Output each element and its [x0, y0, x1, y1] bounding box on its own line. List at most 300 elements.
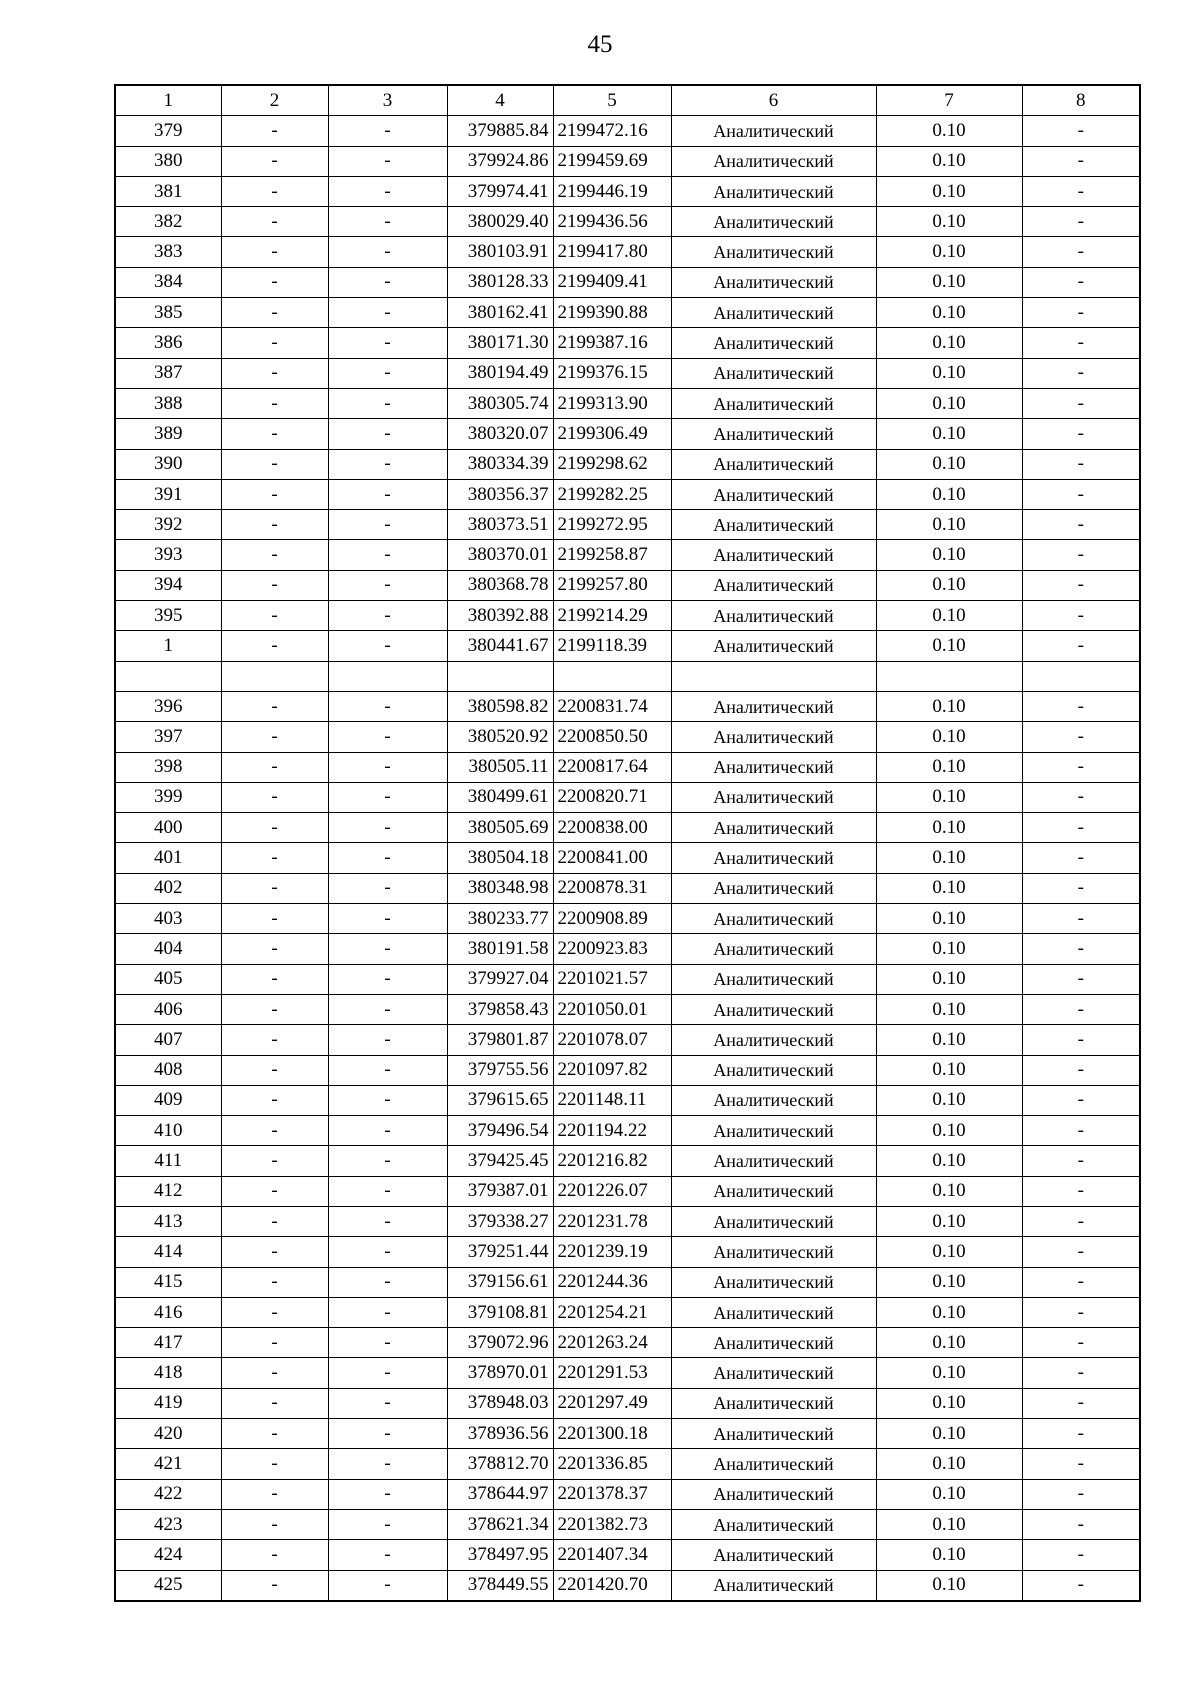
point-number-cell: 422	[115, 1479, 221, 1509]
col8-cell: -	[1022, 540, 1140, 570]
method-cell: Аналитический	[671, 1176, 876, 1206]
y-coordinate-cell: 2199409.41	[553, 267, 671, 297]
col2-cell: -	[221, 1540, 328, 1570]
accuracy-cell: 0.10	[876, 1570, 1022, 1601]
col3-cell: -	[328, 570, 447, 600]
accuracy-cell: 0.10	[876, 1328, 1022, 1358]
col8-cell: -	[1022, 510, 1140, 540]
col8-cell: -	[1022, 1237, 1140, 1267]
table-row	[115, 1540, 1140, 1570]
point-number-cell: 408	[115, 1055, 221, 1085]
accuracy-cell: 0.10	[876, 722, 1022, 752]
method-cell: Аналитический	[671, 934, 876, 964]
point-number-cell: 410	[115, 1116, 221, 1146]
method-cell: Аналитический	[671, 1479, 876, 1509]
col2-cell: -	[221, 116, 328, 146]
point-number-cell: 386	[115, 328, 221, 358]
x-coordinate-cell: 378936.56	[447, 1419, 553, 1449]
col3-cell: -	[328, 1176, 447, 1206]
table-row	[115, 146, 1140, 176]
table-row	[115, 116, 1140, 146]
col8-cell: -	[1022, 1025, 1140, 1055]
method-cell: Аналитический	[671, 207, 876, 237]
accuracy-cell: 0.10	[876, 601, 1022, 631]
col8-cell: -	[1022, 1267, 1140, 1297]
col2-cell: -	[221, 510, 328, 540]
accuracy-cell: 0.10	[876, 388, 1022, 418]
y-coordinate-cell: 2199257.80	[553, 570, 671, 600]
col3-cell: -	[328, 1358, 447, 1388]
col3-cell: -	[328, 1085, 447, 1115]
accuracy-cell: 0.10	[876, 691, 1022, 721]
method-cell: Аналитический	[671, 510, 876, 540]
col2-cell: -	[221, 843, 328, 873]
x-coordinate-cell: 379072.96	[447, 1328, 553, 1358]
table-row	[115, 1419, 1140, 1449]
table-row	[115, 207, 1140, 237]
y-coordinate-cell: 2201050.01	[553, 994, 671, 1024]
x-coordinate-cell: 379108.81	[447, 1297, 553, 1327]
y-coordinate-cell: 2200923.83	[553, 934, 671, 964]
accuracy-cell: 0.10	[876, 419, 1022, 449]
x-coordinate-cell: 380334.39	[447, 449, 553, 479]
method-cell: Аналитический	[671, 873, 876, 903]
method-cell: Аналитический	[671, 904, 876, 934]
col8-cell: -	[1022, 1297, 1140, 1327]
y-coordinate-cell: 2200831.74	[553, 691, 671, 721]
table-row	[115, 873, 1140, 903]
table-row	[115, 1176, 1140, 1206]
col3-cell: -	[328, 873, 447, 903]
table-row	[115, 570, 1140, 600]
col8-cell: -	[1022, 1055, 1140, 1085]
method-cell: Аналитический	[671, 1358, 876, 1388]
col3-cell: -	[328, 1570, 447, 1601]
point-number-cell: 413	[115, 1206, 221, 1236]
y-coordinate-cell: 2199298.62	[553, 449, 671, 479]
y-coordinate-cell: 2201382.73	[553, 1509, 671, 1539]
table-row	[115, 994, 1140, 1024]
y-coordinate-cell: 2201420.70	[553, 1570, 671, 1601]
y-coordinate-cell: 2200878.31	[553, 873, 671, 903]
y-coordinate-cell: 2200850.50	[553, 722, 671, 752]
col3-cell: -	[328, 722, 447, 752]
table-row	[115, 358, 1140, 388]
method-cell: Аналитический	[671, 388, 876, 418]
accuracy-cell: 0.10	[876, 1237, 1022, 1267]
col8-cell: -	[1022, 691, 1140, 721]
col2-cell: -	[221, 1297, 328, 1327]
col8-cell: -	[1022, 1509, 1140, 1539]
x-coordinate-cell: 379858.43	[447, 994, 553, 1024]
y-coordinate-cell: 2201336.85	[553, 1449, 671, 1479]
method-cell: Аналитический	[671, 752, 876, 782]
point-number-cell: 398	[115, 752, 221, 782]
page-number: 45	[587, 31, 613, 58]
accuracy-cell: 0.10	[876, 1055, 1022, 1085]
method-cell: Аналитический	[671, 1297, 876, 1327]
y-coordinate-cell: 2201378.37	[553, 1479, 671, 1509]
y-coordinate-cell: 2201231.78	[553, 1206, 671, 1236]
col3-cell: -	[328, 358, 447, 388]
col3-cell: -	[328, 388, 447, 418]
col8-cell: -	[1022, 358, 1140, 388]
x-coordinate-cell: 378621.34	[447, 1509, 553, 1539]
col8-cell: -	[1022, 631, 1140, 661]
point-number-cell: 387	[115, 358, 221, 388]
method-cell: Аналитический	[671, 843, 876, 873]
col2-cell: -	[221, 449, 328, 479]
col8-cell: -	[1022, 328, 1140, 358]
method-cell: Аналитический	[671, 631, 876, 661]
y-coordinate-cell: 2201194.22	[553, 1116, 671, 1146]
col8-cell: -	[1022, 1358, 1140, 1388]
x-coordinate-cell: 380441.67	[447, 631, 553, 661]
table-row	[115, 1085, 1140, 1115]
col2-cell: -	[221, 1419, 328, 1449]
y-coordinate-cell: 2201244.36	[553, 1267, 671, 1297]
col3-cell: -	[328, 449, 447, 479]
accuracy-cell: 0.10	[876, 873, 1022, 903]
table-row	[115, 661, 1140, 691]
col3-cell: -	[328, 1479, 447, 1509]
y-coordinate-cell: 2201291.53	[553, 1358, 671, 1388]
col8-cell: -	[1022, 419, 1140, 449]
table-row	[115, 1509, 1140, 1539]
point-number-cell: 381	[115, 176, 221, 206]
x-coordinate-cell: 380305.74	[447, 388, 553, 418]
col2-cell: -	[221, 601, 328, 631]
x-coordinate-cell: 380356.37	[447, 479, 553, 509]
col2-cell: -	[221, 1146, 328, 1176]
col8-cell: -	[1022, 267, 1140, 297]
x-coordinate-cell: 380598.82	[447, 691, 553, 721]
method-cell: Аналитический	[671, 994, 876, 1024]
y-coordinate-cell: 2201021.57	[553, 964, 671, 994]
method-cell: Аналитический	[671, 1237, 876, 1267]
col8-cell: -	[1022, 570, 1140, 600]
col2-cell: -	[221, 1267, 328, 1297]
column-header: 8	[1022, 85, 1140, 116]
column-header: 2	[221, 85, 328, 116]
point-number-cell: 389	[115, 419, 221, 449]
method-cell: Аналитический	[671, 1540, 876, 1570]
table-row	[115, 510, 1140, 540]
col2-cell: -	[221, 298, 328, 328]
col3-cell: -	[328, 994, 447, 1024]
method-cell: Аналитический	[671, 722, 876, 752]
accuracy-cell: 0.10	[876, 358, 1022, 388]
x-coordinate-cell: 379338.27	[447, 1206, 553, 1236]
col8-cell: -	[1022, 1085, 1140, 1115]
point-number-cell: 393	[115, 540, 221, 570]
accuracy-cell: 0.10	[876, 176, 1022, 206]
col2-cell: -	[221, 1176, 328, 1206]
point-number-cell: 411	[115, 1146, 221, 1176]
y-coordinate-cell: 2199272.95	[553, 510, 671, 540]
method-cell: Аналитический	[671, 782, 876, 812]
accuracy-cell: 0.10	[876, 298, 1022, 328]
y-coordinate-cell: 2199282.25	[553, 479, 671, 509]
table-row	[115, 1206, 1140, 1236]
accuracy-cell: 0.10	[876, 267, 1022, 297]
col3-cell: -	[328, 1055, 447, 1085]
col2-cell: -	[221, 782, 328, 812]
method-cell: Аналитический	[671, 358, 876, 388]
col8-cell: -	[1022, 1479, 1140, 1509]
method-cell: Аналитический	[671, 1419, 876, 1449]
method-cell: Аналитический	[671, 1116, 876, 1146]
col2-cell: -	[221, 1206, 328, 1236]
col2-cell: -	[221, 934, 328, 964]
y-coordinate-cell: 2201148.11	[553, 1085, 671, 1115]
col3-cell: -	[328, 1449, 447, 1479]
method-cell: Аналитический	[671, 540, 876, 570]
col3-cell: -	[328, 934, 447, 964]
point-number-cell: 404	[115, 934, 221, 964]
accuracy-cell: 0.10	[876, 964, 1022, 994]
method-cell: Аналитический	[671, 1146, 876, 1176]
col8-cell: -	[1022, 298, 1140, 328]
col8-cell: -	[1022, 813, 1140, 843]
y-coordinate-cell: 2201078.07	[553, 1025, 671, 1055]
point-number-cell: 417	[115, 1328, 221, 1358]
col2-cell: -	[221, 570, 328, 600]
method-cell: Аналитический	[671, 691, 876, 721]
x-coordinate-cell: 380128.33	[447, 267, 553, 297]
col2-cell: -	[221, 358, 328, 388]
coordinates-table	[114, 84, 1141, 1602]
accuracy-cell: 0.10	[876, 479, 1022, 509]
col3-cell: -	[328, 843, 447, 873]
y-coordinate-cell: 2199214.29	[553, 601, 671, 631]
point-number-cell: 406	[115, 994, 221, 1024]
col2-cell: -	[221, 1237, 328, 1267]
col8-cell: -	[1022, 873, 1140, 903]
accuracy-cell: 0.10	[876, 449, 1022, 479]
x-coordinate-cell: 378644.97	[447, 1479, 553, 1509]
x-coordinate-cell: 378948.03	[447, 1388, 553, 1418]
accuracy-cell: 0.10	[876, 1267, 1022, 1297]
x-coordinate-cell: 380520.92	[447, 722, 553, 752]
col3-cell: -	[328, 267, 447, 297]
table-row	[115, 1449, 1140, 1479]
col3-cell: -	[328, 1267, 447, 1297]
col3-cell: -	[328, 540, 447, 570]
col2-cell: -	[221, 479, 328, 509]
y-coordinate-cell: 2201263.24	[553, 1328, 671, 1358]
point-number-cell: 401	[115, 843, 221, 873]
method-cell: Аналитический	[671, 116, 876, 146]
col3-cell: -	[328, 237, 447, 267]
col3-cell: -	[328, 510, 447, 540]
point-number-cell: 409	[115, 1085, 221, 1115]
x-coordinate-cell: 379251.44	[447, 1237, 553, 1267]
column-header: 6	[671, 85, 876, 116]
method-cell: Аналитический	[671, 1085, 876, 1115]
x-coordinate-cell	[447, 661, 553, 691]
col3-cell: -	[328, 298, 447, 328]
method-cell: Аналитический	[671, 1055, 876, 1085]
method-cell: Аналитический	[671, 1328, 876, 1358]
point-number-cell: 425	[115, 1570, 221, 1601]
point-number-cell: 407	[115, 1025, 221, 1055]
col8-cell: -	[1022, 601, 1140, 631]
y-coordinate-cell: 2199446.19	[553, 176, 671, 206]
point-number-cell: 399	[115, 782, 221, 812]
col8-cell: -	[1022, 1328, 1140, 1358]
col3-cell: -	[328, 176, 447, 206]
point-number-cell: 400	[115, 813, 221, 843]
col2-cell: -	[221, 207, 328, 237]
accuracy-cell: 0.10	[876, 813, 1022, 843]
point-number-cell: 385	[115, 298, 221, 328]
accuracy-cell: 0.10	[876, 1358, 1022, 1388]
x-coordinate-cell: 379425.45	[447, 1146, 553, 1176]
col2-cell: -	[221, 1570, 328, 1601]
table-row	[115, 722, 1140, 752]
col3-cell: -	[328, 1237, 447, 1267]
col8-cell: -	[1022, 752, 1140, 782]
y-coordinate-cell: 2201226.07	[553, 1176, 671, 1206]
col8-cell: -	[1022, 146, 1140, 176]
col3-cell: -	[328, 904, 447, 934]
col3-cell: -	[328, 752, 447, 782]
col2-cell: -	[221, 691, 328, 721]
y-coordinate-cell: 2201407.34	[553, 1540, 671, 1570]
method-cell: Аналитический	[671, 1206, 876, 1236]
col8-cell: -	[1022, 1540, 1140, 1570]
col8-cell: -	[1022, 1570, 1140, 1601]
method-cell: Аналитический	[671, 1267, 876, 1297]
x-coordinate-cell: 379974.41	[447, 176, 553, 206]
point-number-cell: 1	[115, 631, 221, 661]
x-coordinate-cell: 380171.30	[447, 328, 553, 358]
col3-cell: -	[328, 1297, 447, 1327]
point-number-cell: 402	[115, 873, 221, 903]
method-cell: Аналитический	[671, 479, 876, 509]
table-row	[115, 631, 1140, 661]
col3-cell: -	[328, 1206, 447, 1236]
point-number-cell: 383	[115, 237, 221, 267]
col3-cell: -	[328, 1509, 447, 1539]
accuracy-cell: 0.10	[876, 510, 1022, 540]
x-coordinate-cell: 380392.88	[447, 601, 553, 631]
x-coordinate-cell: 380505.11	[447, 752, 553, 782]
point-number-cell: 419	[115, 1388, 221, 1418]
x-coordinate-cell: 379496.54	[447, 1116, 553, 1146]
col2-cell: -	[221, 388, 328, 418]
y-coordinate-cell: 2201239.19	[553, 1237, 671, 1267]
point-number-cell: 391	[115, 479, 221, 509]
accuracy-cell: 0.10	[876, 328, 1022, 358]
accuracy-cell: 0.10	[876, 1479, 1022, 1509]
y-coordinate-cell: 2201254.21	[553, 1297, 671, 1327]
table-row	[115, 1146, 1140, 1176]
column-header: 5	[553, 85, 671, 116]
point-number-cell: 397	[115, 722, 221, 752]
col3-cell: -	[328, 1540, 447, 1570]
col2-cell: -	[221, 1388, 328, 1418]
accuracy-cell: 0.10	[876, 1540, 1022, 1570]
x-coordinate-cell: 380504.18	[447, 843, 553, 873]
point-number-cell: 388	[115, 388, 221, 418]
method-cell: Аналитический	[671, 419, 876, 449]
col8-cell: -	[1022, 994, 1140, 1024]
y-coordinate-cell: 2199459.69	[553, 146, 671, 176]
col3-cell: -	[328, 1388, 447, 1418]
col2-cell: -	[221, 1509, 328, 1539]
table-row	[115, 601, 1140, 631]
x-coordinate-cell: 380368.78	[447, 570, 553, 600]
x-coordinate-cell: 378449.55	[447, 1570, 553, 1601]
method-cell: Аналитический	[671, 601, 876, 631]
table-row	[115, 267, 1140, 297]
col8-cell: -	[1022, 964, 1140, 994]
accuracy-cell: 0.10	[876, 1085, 1022, 1115]
table-row	[115, 1328, 1140, 1358]
y-coordinate-cell: 2199118.39	[553, 631, 671, 661]
point-number-cell: 392	[115, 510, 221, 540]
point-number-cell: 412	[115, 1176, 221, 1206]
point-number-cell: 390	[115, 449, 221, 479]
point-number-cell: 382	[115, 207, 221, 237]
table-row	[115, 1025, 1140, 1055]
point-number-cell: 421	[115, 1449, 221, 1479]
col2-cell: -	[221, 1479, 328, 1509]
x-coordinate-cell: 380499.61	[447, 782, 553, 812]
x-coordinate-cell: 380103.91	[447, 237, 553, 267]
accuracy-cell: 0.10	[876, 1025, 1022, 1055]
point-number-cell: 415	[115, 1267, 221, 1297]
table-row	[115, 1055, 1140, 1085]
accuracy-cell: 0.10	[876, 1419, 1022, 1449]
accuracy-cell: 0.10	[876, 237, 1022, 267]
table-row	[115, 1237, 1140, 1267]
accuracy-cell: 0.10	[876, 782, 1022, 812]
x-coordinate-cell: 380373.51	[447, 510, 553, 540]
col2-cell: -	[221, 873, 328, 903]
accuracy-cell: 0.10	[876, 1116, 1022, 1146]
accuracy-cell: 0.10	[876, 631, 1022, 661]
point-number-cell: 395	[115, 601, 221, 631]
col3-cell: -	[328, 1419, 447, 1449]
accuracy-cell: 0.10	[876, 994, 1022, 1024]
column-header: 1	[115, 85, 221, 116]
accuracy-cell: 0.10	[876, 1449, 1022, 1479]
col8-cell: -	[1022, 207, 1140, 237]
method-cell: Аналитический	[671, 964, 876, 994]
table-row	[115, 388, 1140, 418]
col3-cell: -	[328, 782, 447, 812]
point-number-cell: 420	[115, 1419, 221, 1449]
accuracy-cell: 0.10	[876, 1297, 1022, 1327]
col8-cell: -	[1022, 116, 1140, 146]
x-coordinate-cell: 380348.98	[447, 873, 553, 903]
column-header: 7	[876, 85, 1022, 116]
method-cell: Аналитический	[671, 570, 876, 600]
method-cell: Аналитический	[671, 813, 876, 843]
accuracy-cell: 0.10	[876, 904, 1022, 934]
col3-cell: -	[328, 1328, 447, 1358]
table-row	[115, 904, 1140, 934]
col2-cell: -	[221, 1085, 328, 1115]
accuracy-cell: 0.10	[876, 752, 1022, 782]
col8-cell: -	[1022, 237, 1140, 267]
y-coordinate-cell: 2199306.49	[553, 419, 671, 449]
point-number-cell: 380	[115, 146, 221, 176]
col3-cell: -	[328, 146, 447, 176]
